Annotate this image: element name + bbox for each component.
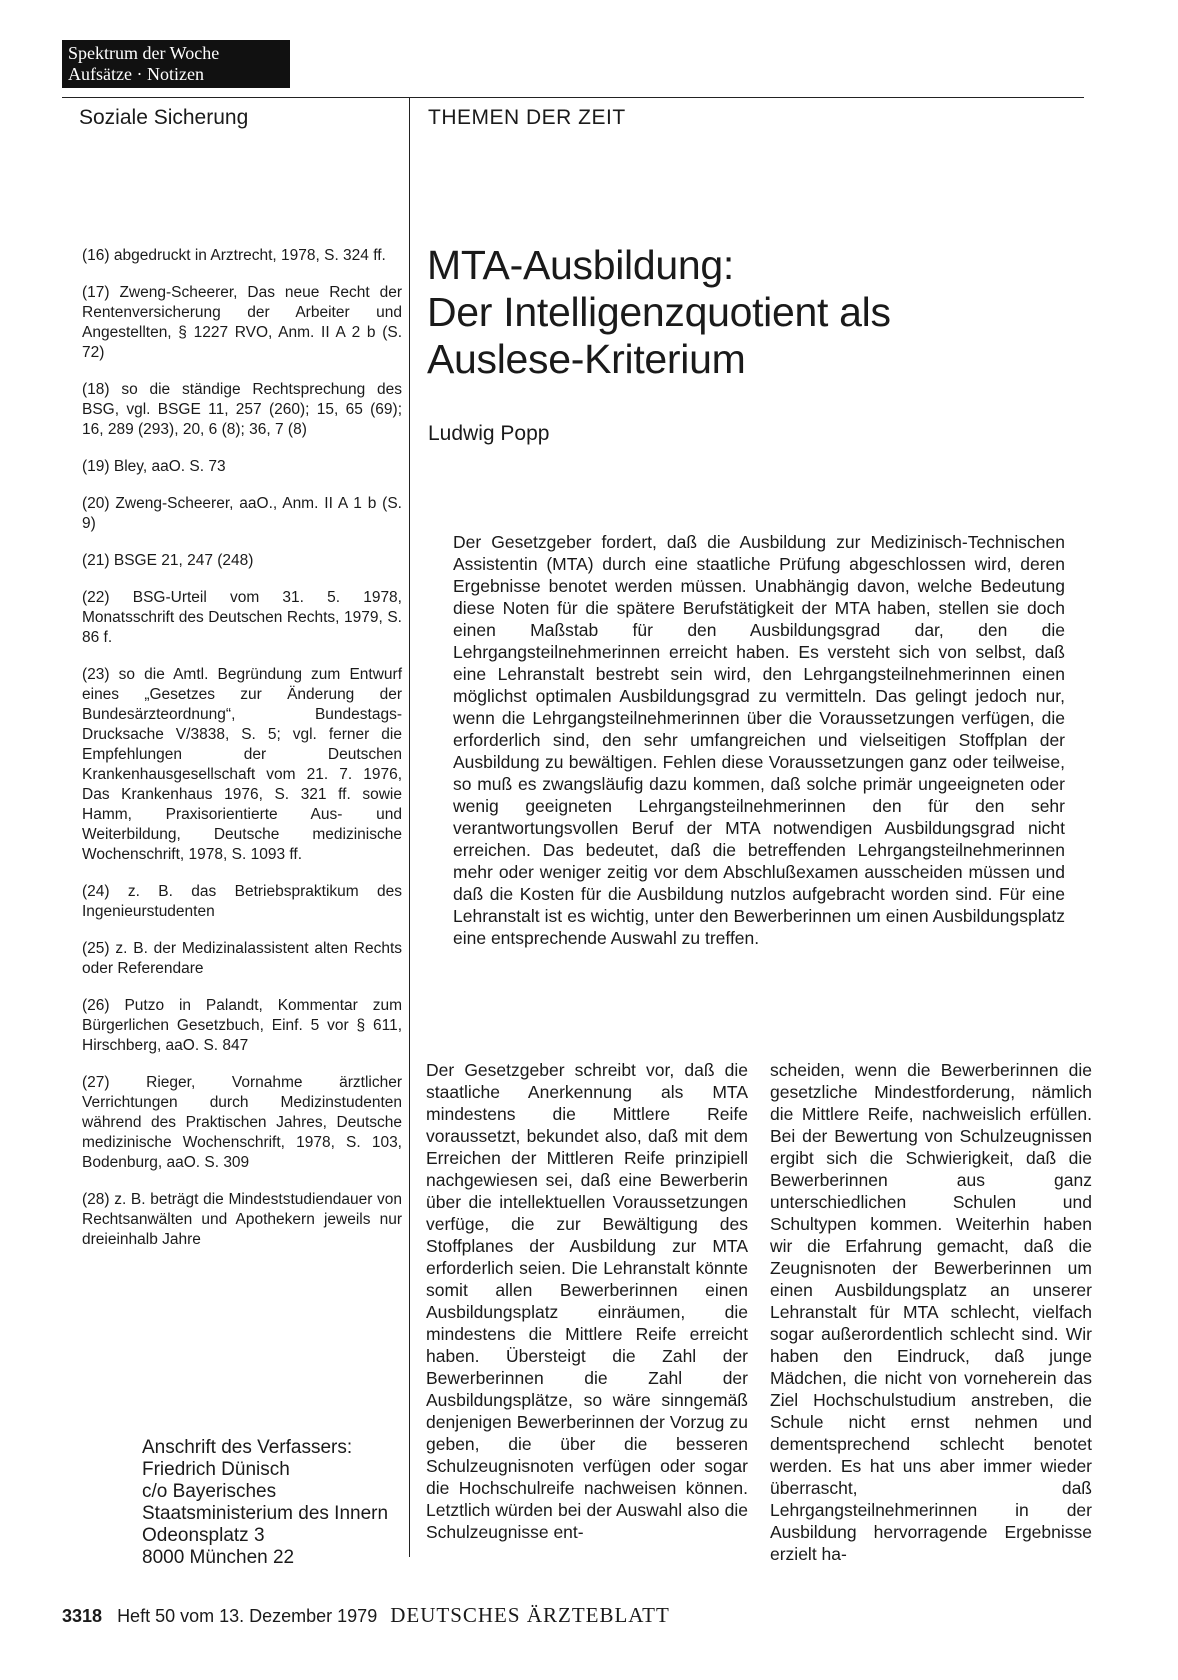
journal-name: DEUTSCHES ÄRZTEBLATT bbox=[390, 1603, 670, 1627]
address-line: Friedrich Dünisch bbox=[142, 1459, 290, 1480]
footnote: (24) z. B. das Betriebspraktikum des Ingenieurstudenten bbox=[82, 883, 402, 920]
header-line-2: Aufsätze · Notizen bbox=[68, 64, 204, 84]
header-line-1: Spektrum der Woche bbox=[68, 43, 220, 63]
footnote: (18) so die ständige Rechtsprechung des BSG, vgl. BSGE 11, 257 (260); 15, 65 (69); 16, 289 (293), 20, 6 (8); 36, 7 (8) bbox=[82, 381, 402, 438]
footnote: (19) Bley, aaO. S. 73 bbox=[82, 458, 226, 475]
footnote: (22) BSG-Urteil vom 31. 5. 1978, Monatsschrift des Deutschen Rechts, 1979, S. 86 f. bbox=[82, 589, 402, 646]
footnote: (26) Putzo in Palandt, Kommentar zum Bürgerlichen Gesetzbuch, Einf. 5 vor § 611, Hirschberg, aaO. S. 847 bbox=[82, 997, 402, 1054]
footnote: (23) so die Amtl. Begründung zum Entwurf eines „Gesetzes zur Änderung der Bundesärzteordnung“, Bundestags-Drucksache V/3838, S. 5; vgl. ferner die Empfehlungen der Deutschen Krankenhausgesellschaft vom 21. 7. 1976, Das Krankenhaus 1976, S. 321 ff. sowie Hamm, Praxisorientierte Aus- und Weiterbildung, Deutsche medizinische Wochenschrift, 1978, S. 1093 ff. bbox=[82, 666, 402, 863]
address-line: 8000 München 22 bbox=[142, 1547, 295, 1568]
footnote: (21) BSGE 21, 247 (248) bbox=[82, 552, 254, 569]
author-address bbox=[142, 1437, 388, 1569]
body-column-1: Der Gesetzgeber schreibt vor, daß die staatliche Anerkennung als MTA mindestens die Mittlere Reife voraussetzt, bekundet also, daß mit dem Erreichen der Mittleren Reife prinzipiell nachgewiesen sei, daß eine Bewerberin über die intellektuellen Voraussetzungen verfüge, die zur Bewältigung des Stoffplanes der Ausbildung zur MTA erforderlich seien. Die Lehranstalt könnte somit allen Bewerberinnen einen Ausbildungsplatz einräumen, die mindestens die Mittlere Reife erreicht haben. Übersteigt die Zahl der Bewerberinnen die Zahl der Ausbildungsplätze, so wäre sinngemäß denjenigen Bewerberinnen der Vorzug zu geben, die über die besseren Schulzeugnisnoten verfügen oder sogar die Hochschulreife nachweisen können. Letztlich würden bei der Auswahl also die Schulzeugnisse ent- bbox=[426, 1060, 748, 1542]
column-divider bbox=[409, 97, 410, 1557]
article-author: Ludwig Popp bbox=[428, 422, 550, 445]
address-line: Odeonsplatz 3 bbox=[142, 1525, 265, 1546]
page-number: 3318 bbox=[62, 1606, 103, 1626]
lead-paragraph: Der Gesetzgeber fordert, daß die Ausbildung zur Medizinisch-Technischen Assistentin (MTA) durch eine staatliche Prüfung abgeschlossen wird, deren Ergebnisse benotet werden müssen. Unabhängig davon, welche Bedeutung diese Noten für die spätere Berufstätigkeit der MTA haben, stellen sie doch einen Maßstab für den Ausbildungsgrad dar, den die Lehrgangsteilnehmerinnen erreicht haben. Es versteht sich von selbst, daß eine Lehranstalt bestrebt sein wird, den Lehrgangsteilnehmerinnen einen möglichst optimalen Ausbildungsgrad zu vermitteln. Das gelingt jedoch nur, wenn die Lehrgangsteilnehmerinnen über die Voraussetzungen verfügen, die erforderlich sind, den sehr umfangreichen und vielseitigen Stoffplan der Ausbildung zu bewältigen. Fehlen diese Voraussetzungen ganz oder teilweise, so muß es zwangsläufig dazu kommen, daß solche primär ungeeigneten oder wenig geeigneten Lehrgangsteilnehmerinnen den für den sehr verantwortungsvollen Beruf der MTA notwendigen Ausbildungsgrad nicht erreichen. Das bedeutet, daß die betreffenden Lehrgangsteilnehmerinnen mehr oder weniger zeitig vor dem Abschlußexamen ausscheiden müssen und daß die Kosten für die Ausbildung nutzlos aufgebracht worden sind. Für eine Lehranstalt ist es wichtig, unter den Bewerberinnen um einen Ausbildungsplatz eine entsprechende Auswahl zu treffen. bbox=[453, 532, 1065, 948]
footnote: (25) z. B. der Medizinalassistent alten Rechts oder Referendare bbox=[82, 940, 402, 977]
footnote: (16) abgedruckt in Arztrecht, 1978, S. 324 ff. bbox=[82, 247, 386, 264]
title-line: Der Intelligenzquotient als bbox=[427, 289, 891, 335]
footnote: (27) Rieger, Vornahme ärztlicher Verrichtungen durch Medizinstudenten während des Praktischen Jahres, Deutsche medizinische Wochenschrift, 1978, S. 103, Bodenburg, aaO. S. 309 bbox=[82, 1074, 402, 1171]
footnote: (17) Zweng-Scheerer, Das neue Recht der Rentenversicherung der Arbeiter und Angestellten, § 1227 RVO, Anm. II A 2 b (S. 72) bbox=[82, 284, 402, 361]
footnote: (20) Zweng-Scheerer, aaO., Anm. II A 1 b (S. 9) bbox=[82, 495, 402, 532]
top-divider bbox=[62, 97, 1084, 98]
title-line: Auslese-Kriterium bbox=[427, 336, 746, 382]
body-column-2: scheiden, wenn die Bewerberinnen die gesetzliche Mindestforderung, nämlich die Mittlere Reife, nachweislich erfüllen. Bei der Bewertung von Schulzeugnissen ergibt sich die Schwierigkeit, daß die Bewerberinnen aus ganz unterschiedlichen Schulen und Schultypen kommen. Weiterhin haben wir die Erfahrung gemacht, daß die Zeugnisnoten der Bewerberinnen um einen Ausbildungsplatz an unserer Lehranstalt für MTA schlecht, vielfach sogar außerordentlich schlecht sind. Wir haben den Eindruck, daß junge Mädchen, die nicht von vorneherein das Ziel Hochschulstudium anstreben, die Schule nicht ernst nehmen und dementsprechend schlecht benotet werden. Es hat uns aber immer wieder überrascht, daß Lehrgangsteilnehmerinnen in der Ausbildung hervorragende Ergebnisse erzielt ha- bbox=[770, 1060, 1092, 1564]
issue-info: Heft 50 vom 13. Dezember 1979 bbox=[117, 1606, 378, 1626]
section-label-left: Soziale Sicherung bbox=[79, 106, 249, 129]
address-line: Staatsministerium des Innern bbox=[142, 1503, 389, 1524]
section-label-right: THEMEN DER ZEIT bbox=[428, 106, 626, 129]
title-line: MTA-Ausbildung: bbox=[427, 242, 734, 288]
footnote: (28) z. B. beträgt die Mindeststudiendauer von Rechtsanwälten und Apothekern jeweils nur dreieinhalb Jahre bbox=[82, 1191, 402, 1248]
page-footer bbox=[62, 1603, 670, 1628]
address-line: Anschrift des Verfassers: bbox=[142, 1437, 353, 1458]
footnotes-list bbox=[82, 246, 402, 1267]
article-title bbox=[427, 242, 891, 383]
section-header-box bbox=[62, 40, 290, 88]
address-line: c/o Bayerisches bbox=[142, 1481, 277, 1502]
